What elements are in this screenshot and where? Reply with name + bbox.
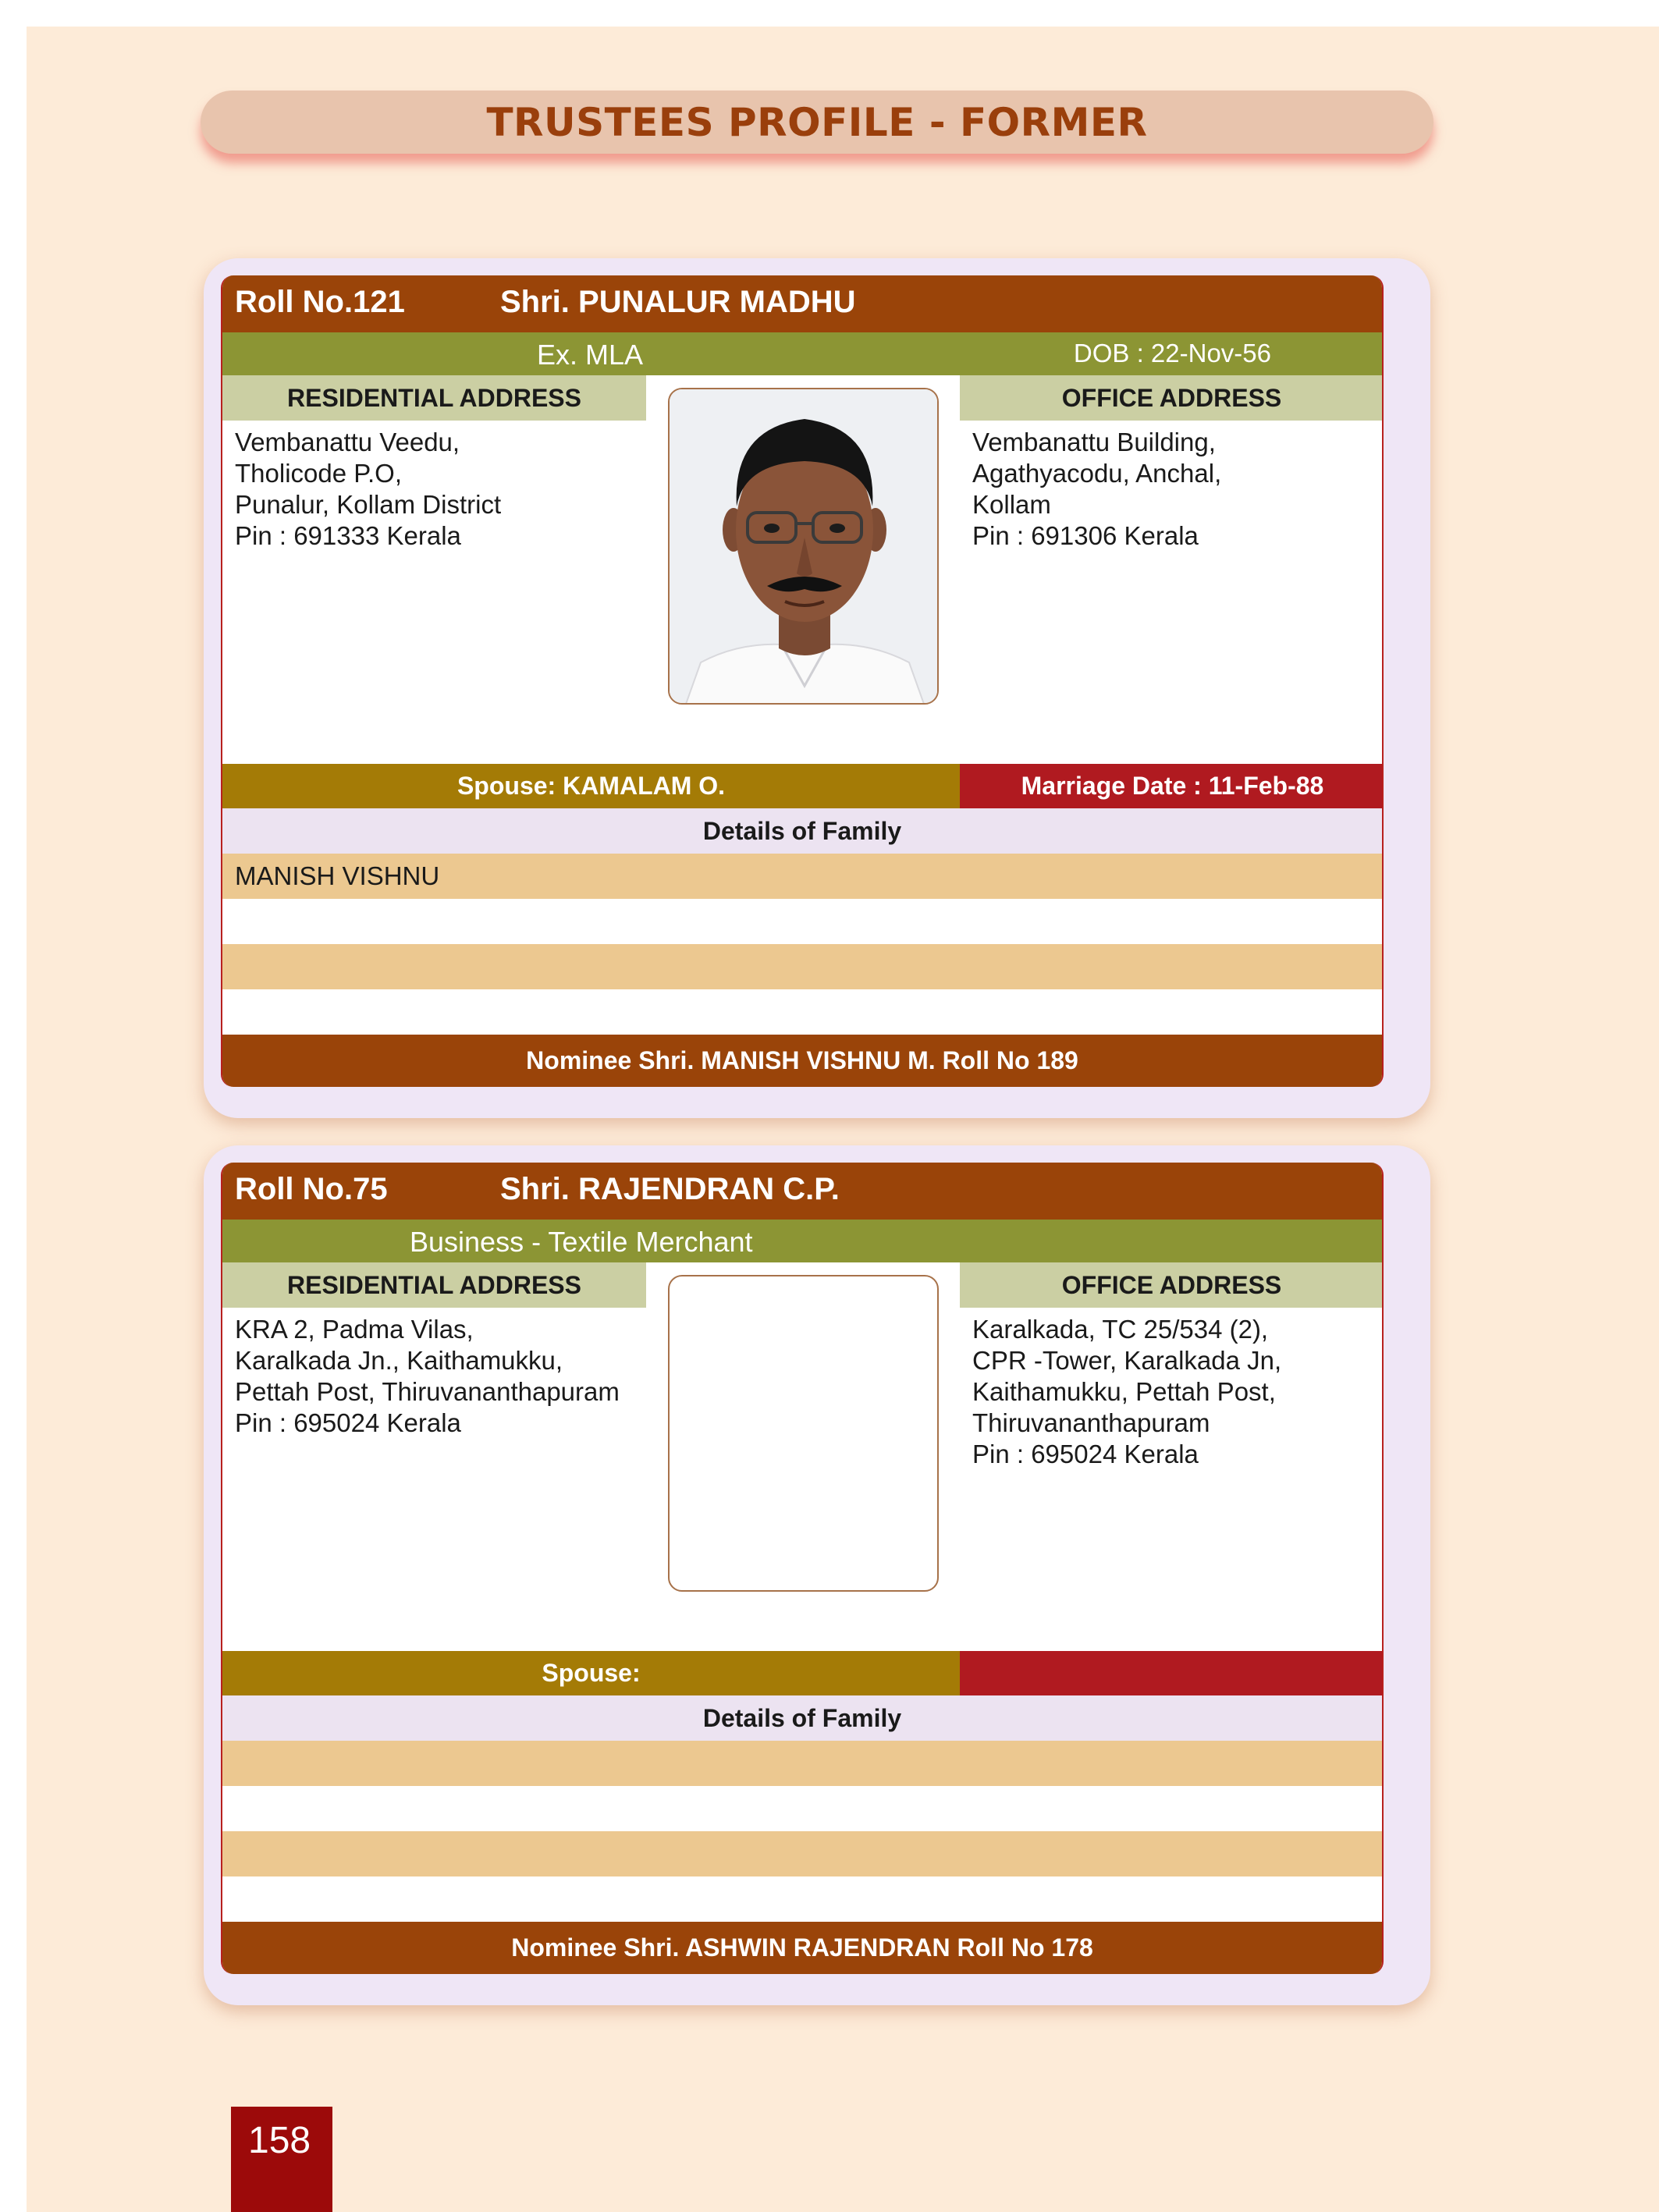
marriage-date-bar: Marriage Date : 11-Feb-88 [960,764,1384,808]
office-address [972,1314,1378,1470]
family-row [222,1741,1382,1786]
page-title-banner [201,91,1433,154]
address-line: Agathyacodu, Anchal, [972,459,1222,488]
address-line: CPR -Tower, Karalkada Jn, [972,1346,1282,1375]
spouse-bar: Spouse: [222,1651,960,1695]
trustee-card-body [221,275,1384,1087]
family-row [222,1786,1382,1831]
trustee-card-body [221,1163,1384,1974]
trustee-card [204,1145,1430,2005]
residential-address [235,427,641,552]
portrait-illustration [670,389,939,705]
address-line: Karalkada Jn., Kaithamukku, [235,1346,563,1375]
family-row [222,944,1382,989]
address-line: Pettah Post, Thiruvananthapuram [235,1377,620,1406]
family-row: MANISH VISHNU [222,854,1382,899]
spouse-bar: Spouse: KAMALAM O. [222,764,960,808]
occupation: Ex. MLA [537,339,644,371]
family-row [222,1876,1382,1922]
family-heading: Details of Family [222,1695,1382,1741]
residential-address-heading: RESIDENTIAL ADDRESS [222,375,646,421]
date-of-birth: DOB : 22-Nov-56 [1073,339,1271,367]
roll-number: Roll No.121 [235,285,405,319]
address-line: Tholicode P.O, [235,459,403,488]
address-line: Thiruvananthapuram [972,1408,1210,1437]
office-address-heading: OFFICE ADDRESS [960,375,1384,421]
trustee-photo-placeholder [668,1275,939,1592]
family-row [222,899,1382,944]
occupation-bar [222,332,1382,375]
address-line: Pin : 691306 Kerala [972,521,1199,550]
nominee-bar: Nominee Shri. ASHWIN RAJENDRAN Roll No 178 [222,1922,1382,1974]
address-line: Karalkada, TC 25/534 (2), [972,1315,1269,1344]
card-header [222,275,1382,332]
roll-number: Roll No.75 [235,1172,388,1206]
residential-address-heading: RESIDENTIAL ADDRESS [222,1262,646,1308]
card-header [222,1163,1382,1220]
trustee-card [204,258,1430,1118]
nominee-bar: Nominee Shri. MANISH VISHNU M. Roll No 189 [222,1035,1382,1087]
address-line: KRA 2, Padma Vilas, [235,1315,474,1344]
occupation-bar [222,1220,1382,1262]
address-line: Vembanattu Building, [972,428,1216,456]
trustee-name: Shri. PUNALUR MADHU [500,285,856,319]
residential-address [235,1314,641,1439]
address-line: Pin : 695024 Kerala [972,1440,1199,1468]
page-title: TRUSTEES PROFILE - FORMER [486,99,1148,145]
family-row [222,989,1382,1035]
family-heading: Details of Family [222,808,1382,854]
office-address [972,427,1378,552]
occupation: Business - Textile Merchant [410,1226,753,1258]
address-line: Vembanattu Veedu, [235,428,460,456]
trustee-name: Shri. RAJENDRAN C.P. [500,1172,840,1206]
marriage-date-bar [960,1651,1384,1695]
page-number: 158 [231,2107,332,2212]
address-line: Kaithamukku, Pettah Post, [972,1377,1276,1406]
address-line: Pin : 691333 Kerala [235,521,461,550]
trustee-photo [668,388,939,705]
address-line: Pin : 695024 Kerala [235,1408,461,1437]
family-row [222,1831,1382,1876]
address-line: Kollam [972,490,1051,519]
address-line: Punalur, Kollam District [235,490,502,519]
office-address-heading: OFFICE ADDRESS [960,1262,1384,1308]
